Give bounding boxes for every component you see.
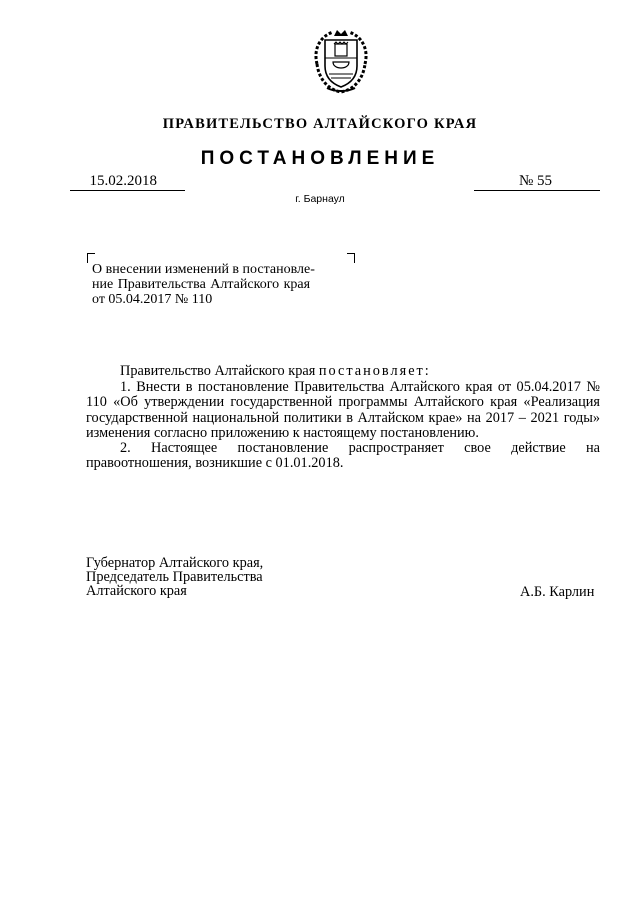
subject-line-3: от 05.04.2017 № 110 [92, 292, 213, 307]
signature-block [86, 556, 263, 598]
body-intro-resolves: постановляет: [318, 363, 431, 379]
document-type-title: ПОСТАНОВЛЕНИЕ [200, 148, 440, 169]
signature-line-3: Алтайского края [86, 583, 187, 599]
signatory-name: А.Б. Карлин [520, 584, 595, 600]
body-paragraphs [86, 380, 600, 472]
signature-line-2: Председатель Правительства [86, 569, 263, 585]
body-intro-prefix: Правительство Алтайского края [120, 363, 319, 379]
document-number [474, 173, 600, 191]
body-item-2 [86, 441, 600, 472]
subject-line-1: О внесении изменений в постановле- [92, 262, 315, 277]
document-date [70, 173, 185, 191]
body-item-1-text: 1. Внести в постановление Правительства Алтайского края от 05.04.2017 № 110 «Об утверждении государственной программы Алтайского края «Реализация государственной национальной политики в Алтайском крае» на 2017 – 2021 годы» изменения согласно приложению к настоящему постановлению. [86, 379, 600, 441]
body-item-2-text: 2. Настоящее постановление распространяет свое действие на правоотношения, возникшие с 01.01.2018. [86, 440, 600, 472]
document-date-value: 15.02.2018 [89, 173, 157, 189]
subject-line-2: ние Правительства Алтайского края [92, 277, 311, 292]
signature-line-1: Губернатор Алтайского края, [86, 555, 264, 571]
document-number-value: № 55 [519, 173, 553, 189]
document-city: г. Барнаул [295, 193, 345, 205]
body-intro [86, 364, 634, 379]
government-name: ПРАВИТЕЛЬСТВО АЛТАЙСКОГО КРАЯ [162, 116, 478, 132]
coat-of-arms-emblem [307, 26, 375, 96]
body-item-1 [86, 380, 600, 441]
document-subject [92, 262, 354, 307]
